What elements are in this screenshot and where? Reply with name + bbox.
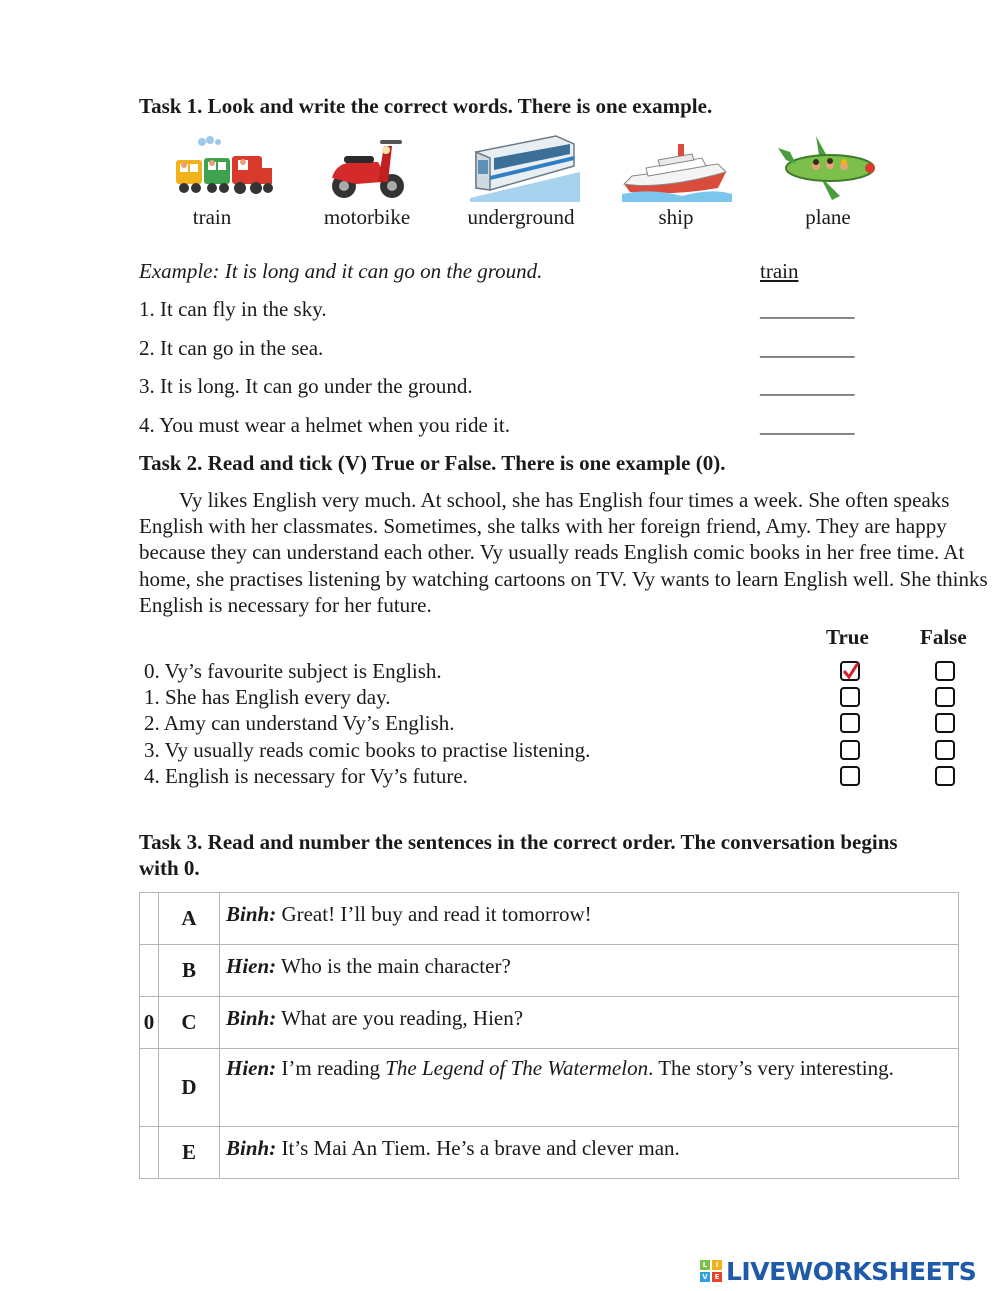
vehicle-label-motorbike: motorbike bbox=[323, 205, 411, 229]
table-row bbox=[140, 945, 959, 997]
dialogue-cell bbox=[220, 945, 959, 997]
false-checkbox-2[interactable] bbox=[935, 713, 955, 733]
false-column-header: False bbox=[920, 625, 967, 649]
checkmark-icon bbox=[842, 662, 860, 680]
logo-mark-icon: L I V E bbox=[700, 1260, 722, 1282]
underground-picture bbox=[470, 132, 580, 202]
task1-title: Task 1. Look and write the correct words. There is one example. bbox=[139, 94, 713, 118]
story-title: The Legend of The Watermelon bbox=[385, 1056, 649, 1080]
order-number-input[interactable] bbox=[140, 1127, 159, 1179]
answer-input-1[interactable]: _________ bbox=[760, 297, 855, 321]
dialogue-text: I’m reading bbox=[281, 1056, 386, 1080]
dialogue-cell bbox=[220, 1049, 959, 1127]
vehicle-label-train: train bbox=[192, 205, 232, 229]
speaker-name: Hien: bbox=[226, 1056, 277, 1080]
speaker-name: Binh: bbox=[226, 1006, 277, 1030]
false-checkbox-3[interactable] bbox=[935, 740, 955, 760]
row-letter: D bbox=[159, 1049, 220, 1127]
conversation-table bbox=[139, 892, 959, 1179]
row-letter: C bbox=[159, 997, 220, 1049]
order-number-input[interactable] bbox=[140, 945, 159, 997]
statement-4: 4. English is necessary for Vy’s future. bbox=[144, 764, 468, 788]
question-3: 3. It is long. It can go under the ground. bbox=[139, 374, 473, 398]
vehicle-label-plane: plane bbox=[805, 205, 851, 229]
question-1: 1. It can fly in the sky. bbox=[139, 297, 327, 321]
example-answer: train bbox=[760, 259, 799, 283]
dialogue-text: What are you reading, Hien? bbox=[281, 1006, 524, 1030]
dialogue-text: It’s Mai An Tiem. He’s a brave and clever man. bbox=[281, 1136, 680, 1160]
motorbike-picture bbox=[322, 132, 432, 202]
speaker-name: Binh: bbox=[226, 902, 277, 926]
dialogue-cell bbox=[220, 997, 959, 1049]
dialogue-text: Who is the main character? bbox=[281, 954, 511, 978]
train-picture bbox=[168, 132, 278, 202]
false-checkbox-4[interactable] bbox=[935, 766, 955, 786]
dialogue-text: Great! I’ll buy and read it tomorrow! bbox=[281, 902, 592, 926]
true-checkbox-4[interactable] bbox=[840, 766, 860, 786]
statement-0: 0. Vy’s favourite subject is English. bbox=[144, 659, 442, 683]
false-checkbox-0[interactable] bbox=[935, 661, 955, 681]
ship-picture bbox=[622, 132, 732, 202]
statement-2: 2. Amy can understand Vy’s English. bbox=[144, 711, 455, 735]
table-row bbox=[140, 1049, 959, 1127]
vehicle-label-underground: underground bbox=[467, 205, 575, 229]
answer-input-4[interactable]: _________ bbox=[760, 413, 855, 437]
answer-input-2[interactable]: _________ bbox=[760, 336, 855, 360]
answer-input-3[interactable]: _________ bbox=[760, 374, 855, 398]
passage-text: Vy likes English very much. At school, she has English four times a week. She often speaks English with her classmates. Sometimes, she talks with her foreign friend, Amy. They are happy because they can understand each other. Vy usually reads English comic books in her free time. At home, she practises listening by watching cartoons on TV. Vy wants to learn English well. She thinks English is necessary for her future. bbox=[139, 488, 988, 617]
dialogue-cell bbox=[220, 1127, 959, 1179]
logo-wordmark: LIVEWORKSHEETS bbox=[726, 1256, 977, 1286]
statement-3: 3. Vy usually reads comic books to practise listening. bbox=[144, 738, 591, 762]
order-number-input[interactable] bbox=[140, 893, 159, 945]
question-4: 4. You must wear a helmet when you ride it. bbox=[139, 413, 510, 437]
row-letter: B bbox=[159, 945, 220, 997]
question-2: 2. It can go in the sea. bbox=[139, 336, 324, 360]
liveworksheets-logo bbox=[700, 1253, 976, 1289]
dialogue-cell bbox=[220, 893, 959, 945]
reading-passage bbox=[139, 487, 997, 618]
true-checkbox-3[interactable] bbox=[840, 740, 860, 760]
table-row bbox=[140, 997, 959, 1049]
row-letter: E bbox=[159, 1127, 220, 1179]
speaker-name: Hien: bbox=[226, 954, 277, 978]
task3-title: Task 3. Read and number the sentences in the correct order. The conversation begins with 0. bbox=[139, 830, 898, 880]
order-number-input[interactable] bbox=[140, 1049, 159, 1127]
task2-title: Task 2. Read and tick (V) True or False. There is one example (0). bbox=[139, 451, 726, 475]
table-row bbox=[140, 1127, 959, 1179]
speaker-name: Binh: bbox=[226, 1136, 277, 1160]
example-question: Example: It is long and it can go on the ground. bbox=[139, 259, 543, 283]
true-checkbox-2[interactable] bbox=[840, 713, 860, 733]
true-column-header: True bbox=[826, 625, 869, 649]
dialogue-text-after: . The story’s very interesting. bbox=[648, 1056, 894, 1080]
table-row bbox=[140, 893, 959, 945]
row-letter: A bbox=[159, 893, 220, 945]
plane-picture bbox=[776, 132, 886, 202]
statement-1: 1. She has English every day. bbox=[144, 685, 391, 709]
true-checkbox-1[interactable] bbox=[840, 687, 860, 707]
vehicle-label-ship: ship bbox=[658, 205, 694, 229]
order-number-example: 0 bbox=[140, 997, 159, 1049]
true-checkbox-0[interactable] bbox=[840, 661, 860, 681]
false-checkbox-1[interactable] bbox=[935, 687, 955, 707]
